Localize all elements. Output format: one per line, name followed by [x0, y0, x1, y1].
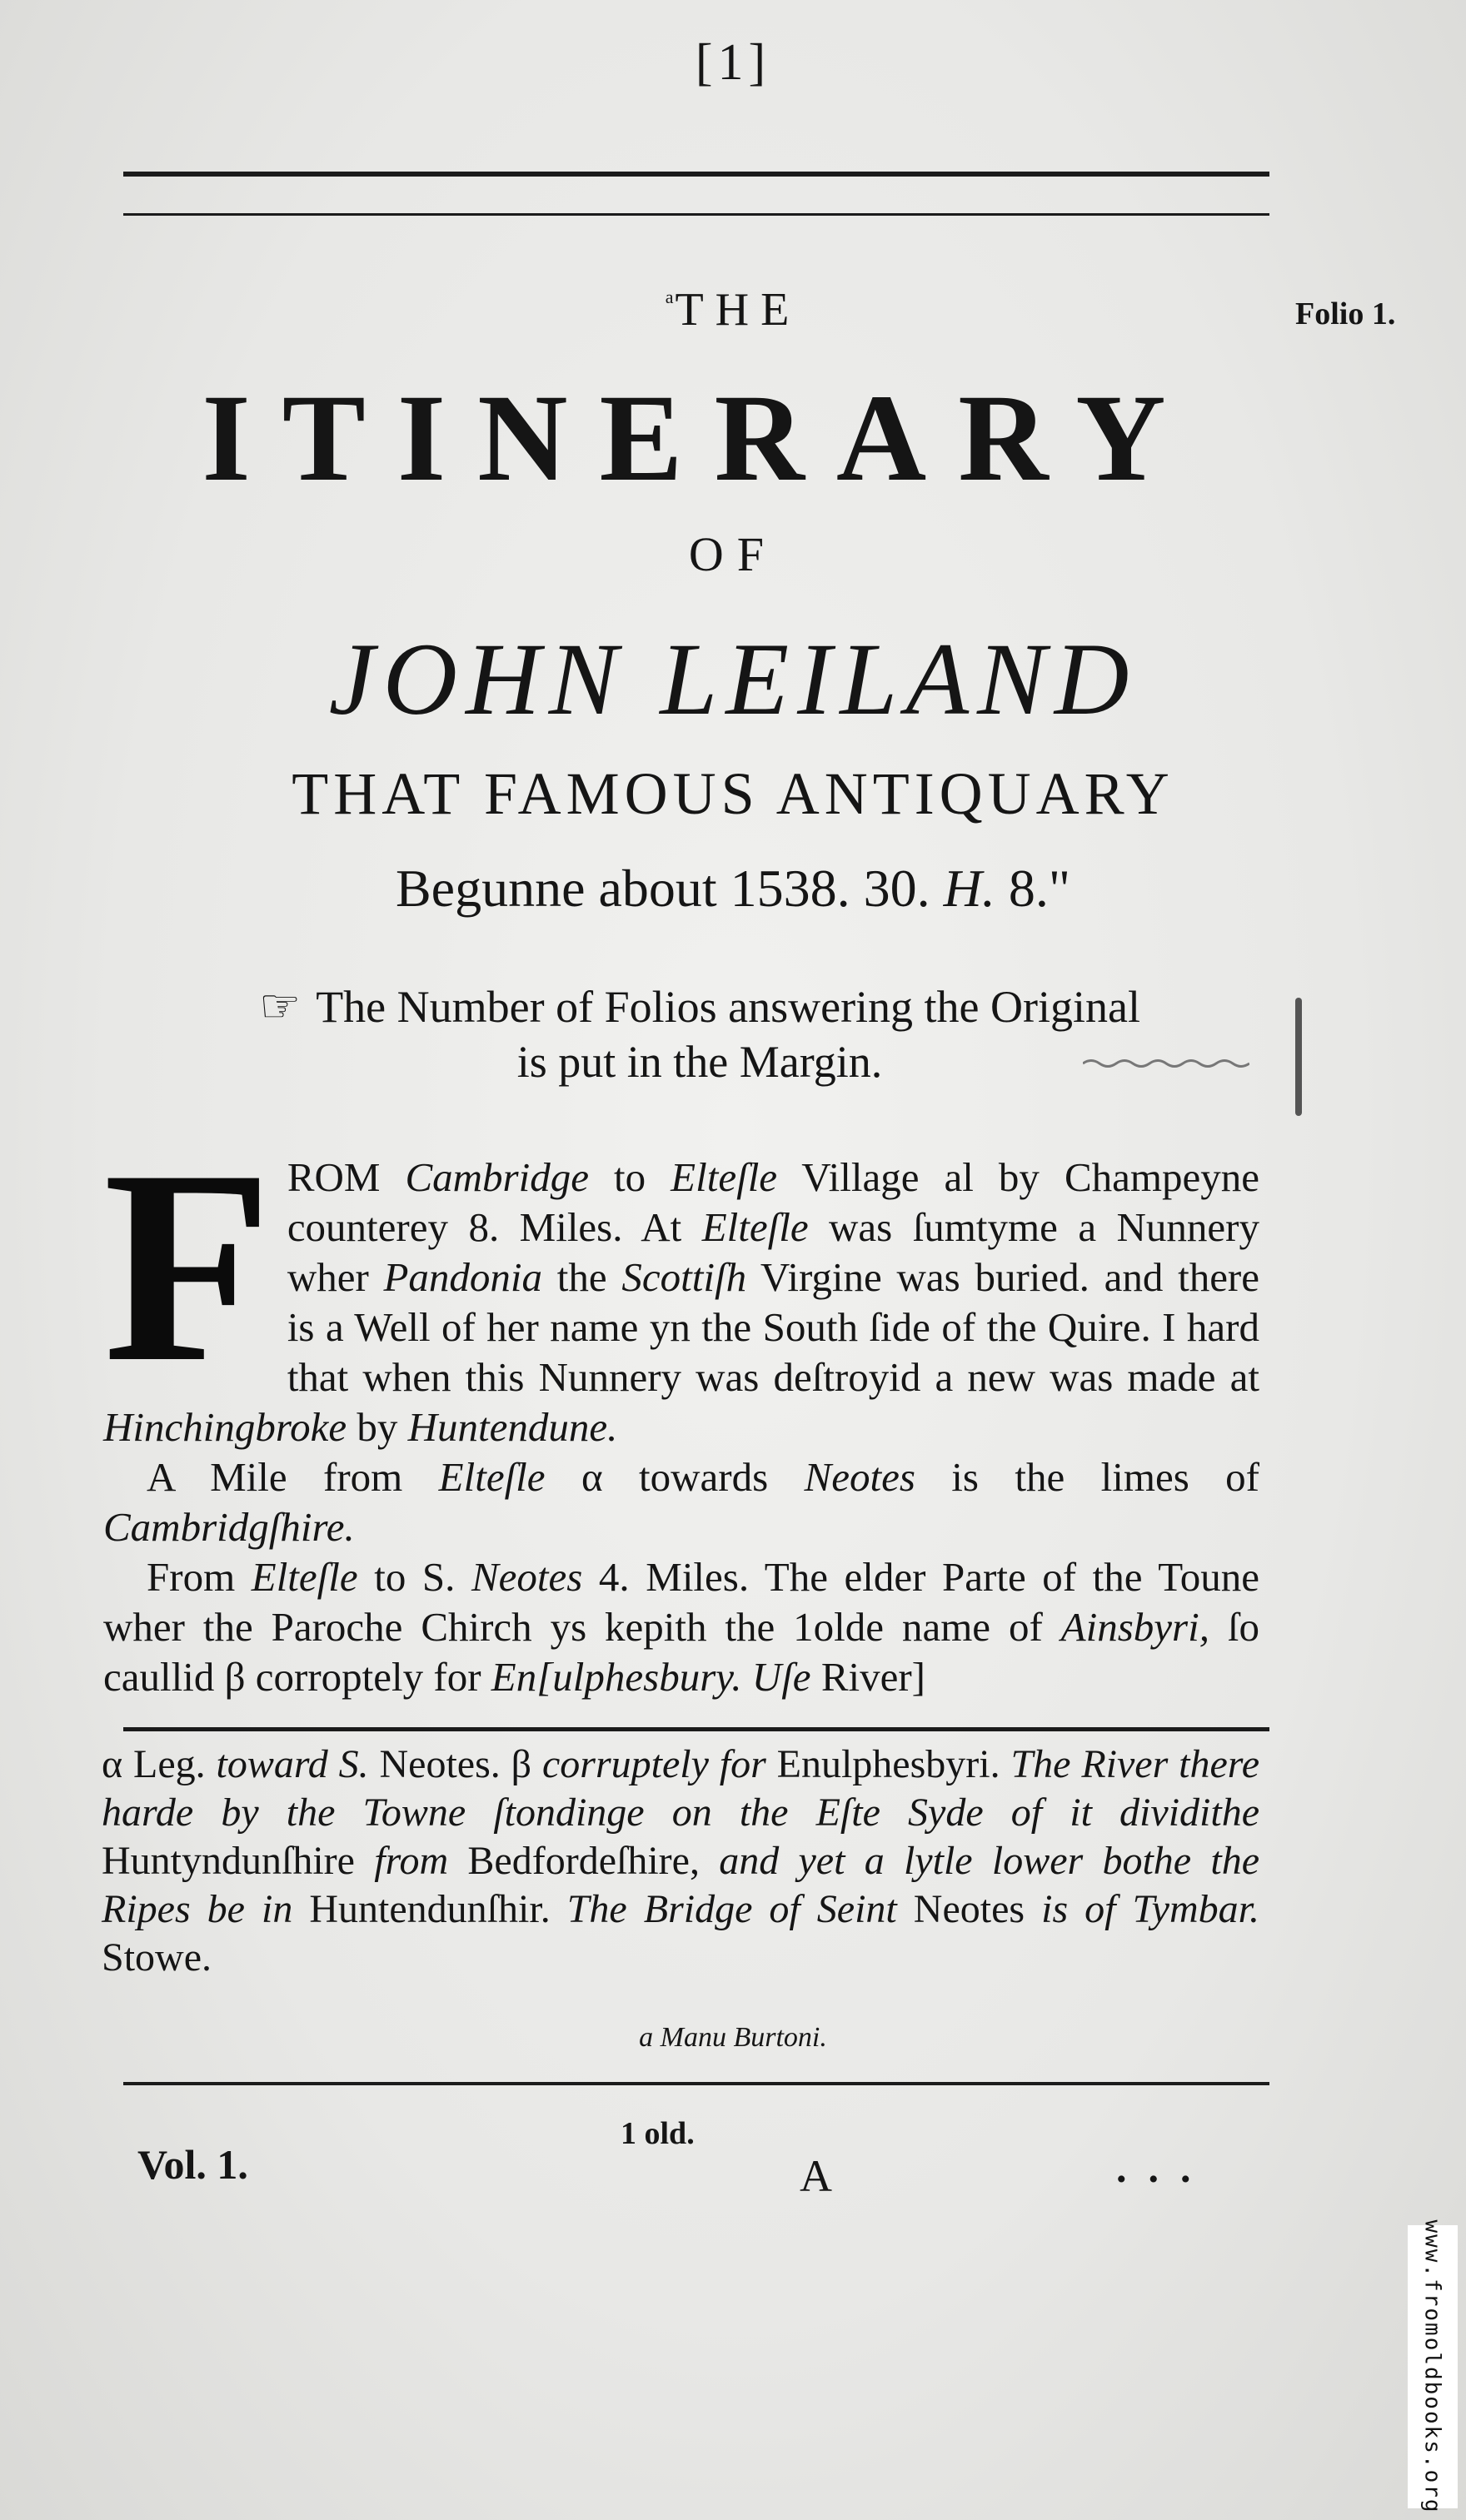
- old-note: 1 old.: [621, 2116, 695, 2151]
- fn-run: Neotes. β: [368, 1742, 542, 1786]
- title-date: [0, 858, 1466, 919]
- place-name: Elteſle: [701, 1204, 809, 1250]
- text-run: A Mile from: [147, 1454, 439, 1500]
- footer-rule: [123, 2082, 1269, 2085]
- place-name: Huntendune.: [407, 1404, 618, 1450]
- fn-run: Neotes: [896, 1887, 1042, 1931]
- title-date-italic: H.: [943, 859, 995, 918]
- text-run: From: [147, 1554, 252, 1600]
- place-name: En[ulphesbury. Uſe: [491, 1654, 811, 1700]
- margin-notice: [100, 979, 1299, 1089]
- title-main: ITINERARY: [202, 369, 1198, 507]
- text-run: to: [588, 1154, 671, 1200]
- fn-italic: The Bridge of Seint: [566, 1887, 897, 1931]
- margin-pencil-mark: [1295, 998, 1302, 1116]
- place-name: Cambridge: [405, 1154, 589, 1200]
- text-run: River]: [810, 1654, 925, 1700]
- italic-word: Scottiſh: [621, 1254, 747, 1300]
- p1-rom: ROM: [287, 1154, 381, 1200]
- header-rule-bottom: [123, 213, 1269, 216]
- pointing-hand-icon: ☞: [258, 979, 302, 1033]
- footer-dots: ...: [1116, 2144, 1213, 2191]
- place-name: Ainsbyri,: [1060, 1604, 1209, 1650]
- title-the: [0, 283, 1466, 336]
- main-text: [103, 1113, 1260, 1702]
- fn-run: Huntendunſhir.: [292, 1887, 567, 1931]
- footnote-rule: [123, 1727, 1269, 1731]
- title-date-suffix: 8.": [995, 859, 1071, 918]
- place-name: Elteſle: [671, 1154, 778, 1200]
- text-run: 4. Miles. The elder Parte of the Toune wher the Paroche Chirch ys kepith the 1olde name of: [103, 1554, 1259, 1650]
- text-run: ſo caullid β corroptely for: [103, 1604, 1259, 1700]
- text-run: Virgine was buried. and there is a Well of her name yn the South ſide of the Quire. I hard that when this Nunnery was deſtroyid a new was made at: [287, 1254, 1260, 1400]
- fn-italic: is of Tymbar.: [1041, 1887, 1259, 1931]
- text-run: to S.: [357, 1554, 471, 1600]
- text-run: Village al by Champeyne counterey 8. Miles. At: [287, 1154, 1259, 1250]
- title-of: OF: [688, 527, 778, 581]
- place-name: Elteſle: [251, 1554, 358, 1600]
- place-name: Neotes: [471, 1554, 583, 1600]
- notice-line-1: The Number of Folios answering the Original: [316, 982, 1140, 1032]
- place-name: Cambridgſhire.: [103, 1504, 355, 1550]
- fn-run: Bedfordeſhire,: [448, 1839, 720, 1883]
- header-rule-top: [123, 172, 1269, 177]
- text-run: α towards: [545, 1454, 805, 1500]
- title-date-prefix: Begunne about 1538. 30.: [395, 859, 944, 918]
- fn-italic: corruptely for: [541, 1742, 766, 1786]
- drop-cap: F: [103, 1113, 272, 1419]
- text-run: was ſumtyme a Nunnery wher: [287, 1204, 1259, 1300]
- place-name: Neotes: [804, 1454, 915, 1500]
- title-author: JOHN LEILAND: [328, 622, 1138, 736]
- text-run: the: [542, 1254, 622, 1300]
- volume-label: Vol. 1.: [137, 2141, 248, 2188]
- fn-run: Stowe.: [102, 1935, 212, 1980]
- fn-run: Huntyndunſhire: [102, 1839, 375, 1883]
- fn-italic: from: [374, 1839, 449, 1883]
- fn-italic: toward S.: [216, 1742, 369, 1786]
- title-the-text: THE: [675, 284, 801, 336]
- fn-run: Enulphesbyri.: [765, 1742, 1011, 1786]
- title-the-mark: a: [665, 286, 674, 307]
- fn-run: α Leg.: [102, 1742, 217, 1786]
- watermark: [1408, 2219, 1458, 2514]
- paragraph-1: [103, 1113, 1260, 1452]
- paragraph-2: [103, 1452, 1259, 1552]
- footnotes: [102, 1741, 1259, 1982]
- paragraph-3: [103, 1552, 1259, 1702]
- signature-mark: A: [800, 2151, 832, 2201]
- watermark-text: www.fromoldbooks.org: [1420, 2219, 1446, 2514]
- fn-italic: and yet a lytle lower bothe the Ripes be in: [102, 1839, 1259, 1931]
- text-run: is the limes of: [915, 1454, 1259, 1500]
- person-name: Pandonia: [383, 1254, 543, 1300]
- title-descriptor: THAT FAMOUS ANTIQUARY: [292, 760, 1174, 827]
- text-run: by: [347, 1404, 408, 1450]
- place-name: Elteſle: [438, 1454, 546, 1500]
- folio-marker: Folio 1.: [1295, 296, 1396, 331]
- manu-burtoni-note: a Manu Burtoni.: [639, 2022, 827, 2053]
- page-number: [1]: [695, 34, 771, 91]
- place-name: Hinchingbroke: [103, 1404, 347, 1450]
- fn-italic: The River there harde by the Towne ſtondinge on the Eſte Syde of it dividithe: [102, 1742, 1260, 1835]
- pencil-underline-mark: [1083, 1056, 1249, 1071]
- notice-line-2: is put in the Margin.: [516, 1037, 883, 1087]
